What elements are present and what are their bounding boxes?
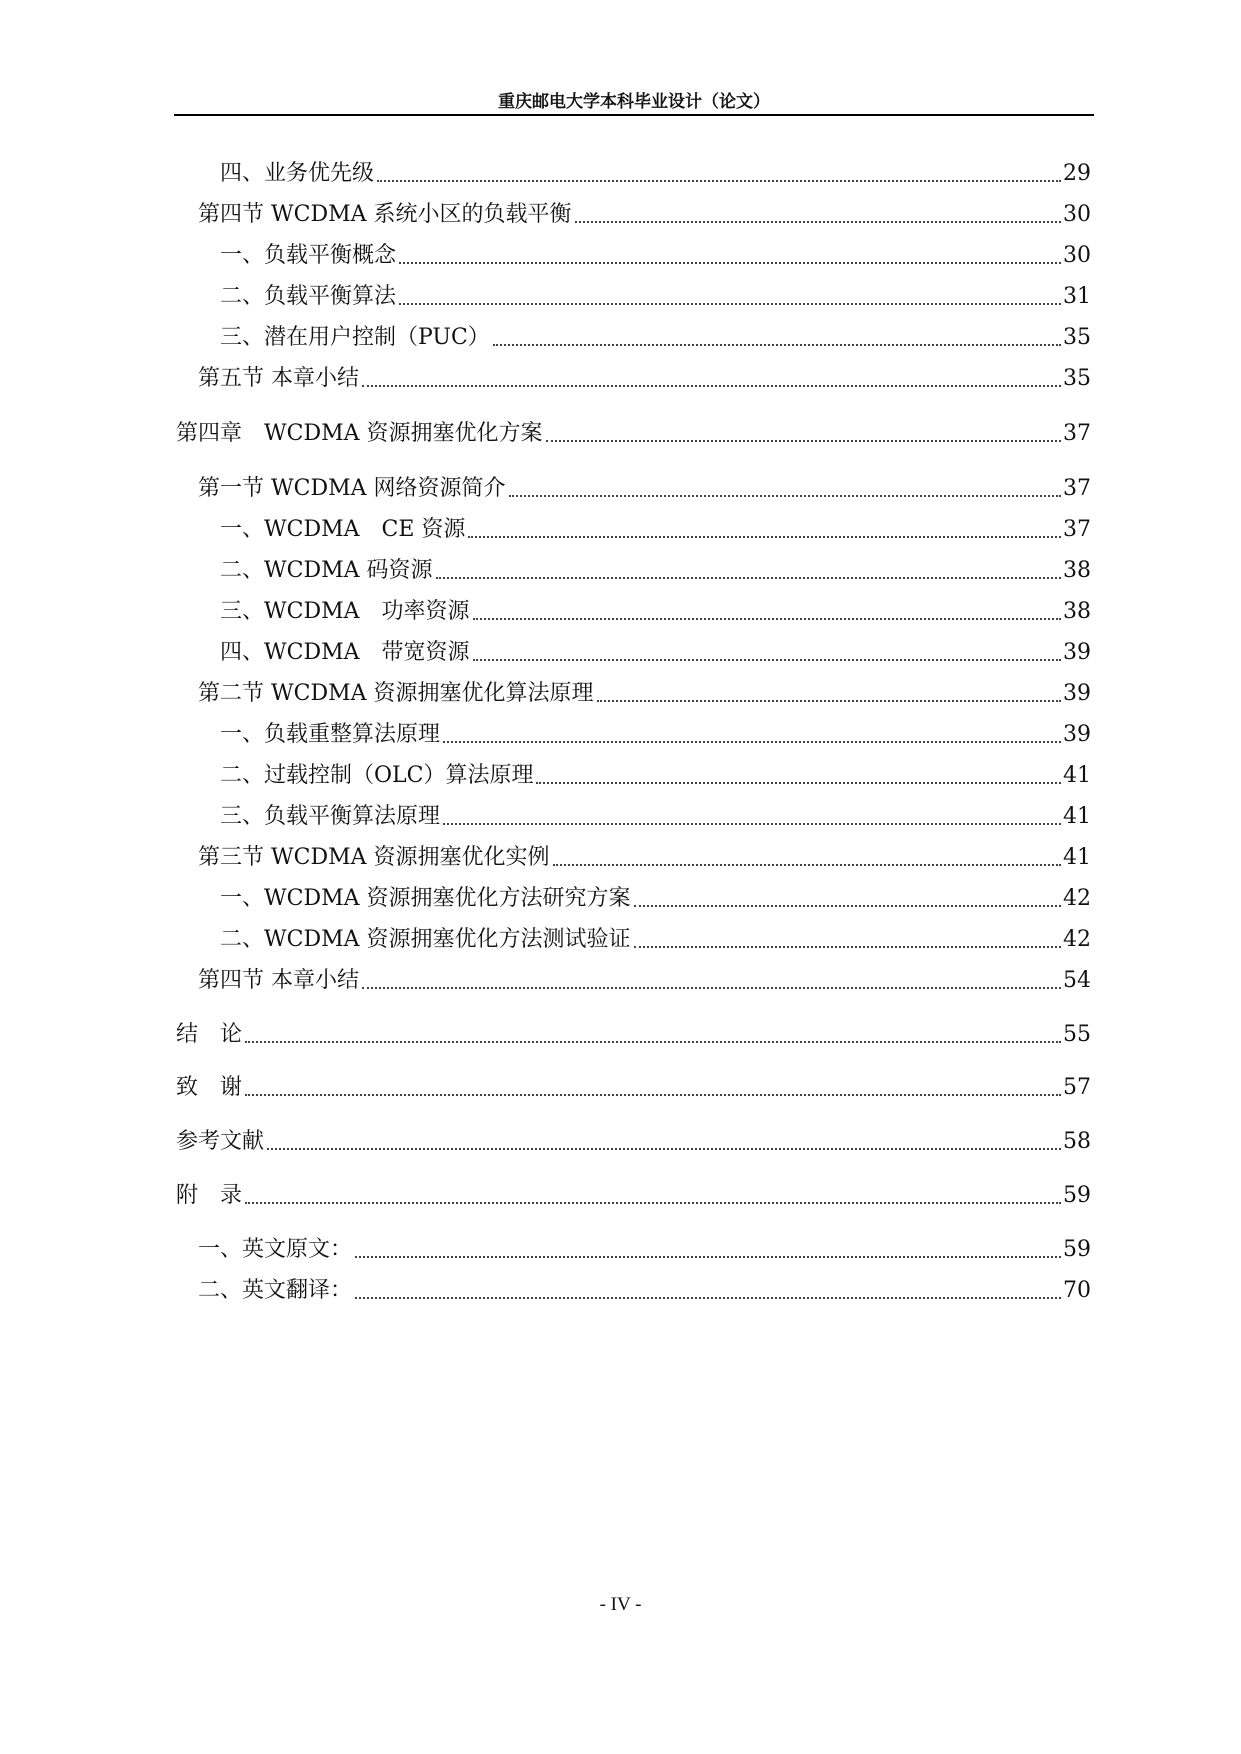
toc-entry-page: 54	[1063, 968, 1091, 993]
toc-entry-page: 31	[1063, 284, 1091, 309]
toc-dot-leader	[443, 741, 1061, 743]
toc-entry[interactable]	[220, 511, 1091, 545]
toc-entry-title: 三、WCDMA 功率资源	[220, 599, 470, 624]
toc-entry-page: 30	[1063, 243, 1091, 268]
toc-entry-page: 30	[1063, 202, 1091, 227]
toc-entry[interactable]	[198, 1231, 1091, 1265]
toc-entry-page: 42	[1063, 927, 1091, 952]
toc-dot-leader	[245, 1041, 1061, 1043]
toc-entry-title: 附 录	[176, 1183, 243, 1208]
toc-dot-leader	[553, 864, 1062, 866]
toc-entry[interactable]	[220, 593, 1091, 627]
toc-entry-title: 结 论	[176, 1022, 243, 1047]
toc-entry-page: 35	[1063, 366, 1091, 391]
toc-entry[interactable]	[198, 360, 1091, 394]
toc-entry-page: 39	[1063, 722, 1091, 747]
toc-entry-title: 二、英文翻译：	[198, 1278, 353, 1303]
toc-chapter-entry[interactable]	[176, 415, 1091, 449]
toc-dot-leader	[536, 782, 1061, 784]
toc-chapter-entry[interactable]	[176, 1177, 1091, 1211]
toc-entry[interactable]	[198, 675, 1091, 709]
page-header-title: 重庆邮电大学本科毕业设计（论文）	[498, 92, 770, 112]
toc-entry[interactable]	[198, 1272, 1091, 1306]
toc-entry-title: 二、WCDMA 码资源	[220, 558, 433, 583]
toc-dot-leader	[634, 946, 1062, 948]
toc-entry-title: 四、业务优先级	[220, 161, 375, 186]
toc-chapter-entry[interactable]	[176, 1016, 1091, 1050]
toc-entry-page: 39	[1063, 681, 1091, 706]
toc-dot-leader	[546, 440, 1062, 442]
toc-dot-leader	[399, 262, 1061, 264]
toc-entry-page: 37	[1063, 476, 1091, 501]
toc-dot-leader	[468, 536, 1061, 538]
toc-entry-title: 参考文献	[176, 1129, 265, 1154]
toc-entry-page: 29	[1063, 161, 1091, 186]
page-number: - IV -	[599, 1594, 642, 1615]
toc-entry-page: 59	[1063, 1183, 1091, 1208]
toc-entry-page: 70	[1063, 1278, 1091, 1303]
toc-entry[interactable]	[220, 716, 1091, 750]
toc-dot-leader	[575, 221, 1062, 223]
toc-entry-title: 三、负载平衡算法原理	[220, 804, 441, 829]
toc-entry[interactable]	[198, 470, 1091, 504]
toc-entry[interactable]	[220, 798, 1091, 832]
toc-entry-title: 第四节 WCDMA 系统小区的负载平衡	[198, 202, 572, 227]
toc-entry-title: 第一节 WCDMA 网络资源简介	[198, 476, 506, 501]
toc-dot-leader	[245, 1094, 1061, 1096]
toc-entry-title: 第四节 本章小结	[198, 968, 359, 993]
toc-entry-title: 一、WCDMA CE 资源	[220, 517, 466, 542]
toc-entry-page: 37	[1063, 421, 1091, 446]
toc-entry-page: 39	[1063, 640, 1091, 665]
toc-entry-page: 41	[1063, 763, 1091, 788]
toc-chapter-entry[interactable]	[176, 1069, 1091, 1103]
toc-entry-title: 四、WCDMA 带宽资源	[220, 640, 470, 665]
toc-dot-leader	[634, 905, 1062, 907]
toc-entry[interactable]	[220, 237, 1091, 271]
toc-entry-page: 42	[1063, 886, 1091, 911]
toc-dot-leader	[509, 495, 1062, 497]
toc-entry-title: 第二节 WCDMA 资源拥塞优化算法原理	[198, 681, 594, 706]
toc-entry-title: 二、负载平衡算法	[220, 284, 397, 309]
toc-entry-page: 35	[1063, 325, 1091, 350]
toc-entry[interactable]	[198, 962, 1091, 996]
toc-entry[interactable]	[220, 319, 1091, 353]
toc-entry-title: 一、负载平衡概念	[220, 243, 397, 268]
toc-entry-title: 二、过载控制（OLC）算法原理	[220, 763, 534, 788]
toc-entry[interactable]	[198, 196, 1091, 230]
toc-entry-title: 二、WCDMA 资源拥塞优化方法测试验证	[220, 927, 631, 952]
toc-entry-title: 第四章 WCDMA 资源拥塞优化方案	[176, 421, 543, 446]
toc-entry-page: 41	[1063, 845, 1091, 870]
toc-entry-page: 57	[1063, 1075, 1091, 1100]
toc-dot-leader	[473, 659, 1062, 661]
toc-entry-title: 一、WCDMA 资源拥塞优化方法研究方案	[220, 886, 631, 911]
toc-dot-leader	[267, 1148, 1061, 1150]
toc-entry[interactable]	[220, 880, 1091, 914]
toc-dot-leader	[443, 823, 1061, 825]
toc-entry[interactable]	[220, 757, 1091, 791]
toc-entry-title: 第三节 WCDMA 资源拥塞优化实例	[198, 845, 550, 870]
toc-entry-page: 38	[1063, 599, 1091, 624]
toc-dot-leader	[355, 1256, 1061, 1258]
toc-entry-page: 41	[1063, 804, 1091, 829]
toc-chapter-entry[interactable]	[176, 1123, 1091, 1157]
toc-entry-title: 三、潜在用户控制（PUC）	[220, 325, 490, 350]
toc-entry-title: 第五节 本章小结	[198, 366, 359, 391]
toc-dot-leader	[355, 1297, 1061, 1299]
toc-dot-leader	[362, 987, 1061, 989]
toc-dot-leader	[493, 344, 1061, 346]
toc-entry-page: 55	[1063, 1022, 1091, 1047]
toc-entry-page: 37	[1063, 517, 1091, 542]
toc-entry-page: 58	[1063, 1129, 1091, 1154]
toc-dot-leader	[597, 700, 1062, 702]
toc-entry[interactable]	[220, 921, 1091, 955]
toc-entry-title: 一、负载重整算法原理	[220, 722, 441, 747]
toc-dot-leader	[399, 303, 1061, 305]
toc-dot-leader	[473, 618, 1062, 620]
toc-entry-title: 一、英文原文：	[198, 1237, 353, 1262]
toc-dot-leader	[436, 577, 1062, 579]
toc-entry[interactable]	[220, 634, 1091, 668]
toc-entry-page: 59	[1063, 1237, 1091, 1262]
toc-entry[interactable]	[220, 278, 1091, 312]
toc-entry[interactable]	[198, 839, 1091, 873]
toc-entry-title: 致 谢	[176, 1075, 243, 1100]
toc-entry-page: 38	[1063, 558, 1091, 583]
toc-entry[interactable]	[220, 552, 1091, 586]
toc-dot-leader	[245, 1202, 1061, 1204]
toc-entry[interactable]	[220, 155, 1091, 189]
toc-dot-leader	[377, 180, 1061, 182]
toc-dot-leader	[362, 385, 1061, 387]
